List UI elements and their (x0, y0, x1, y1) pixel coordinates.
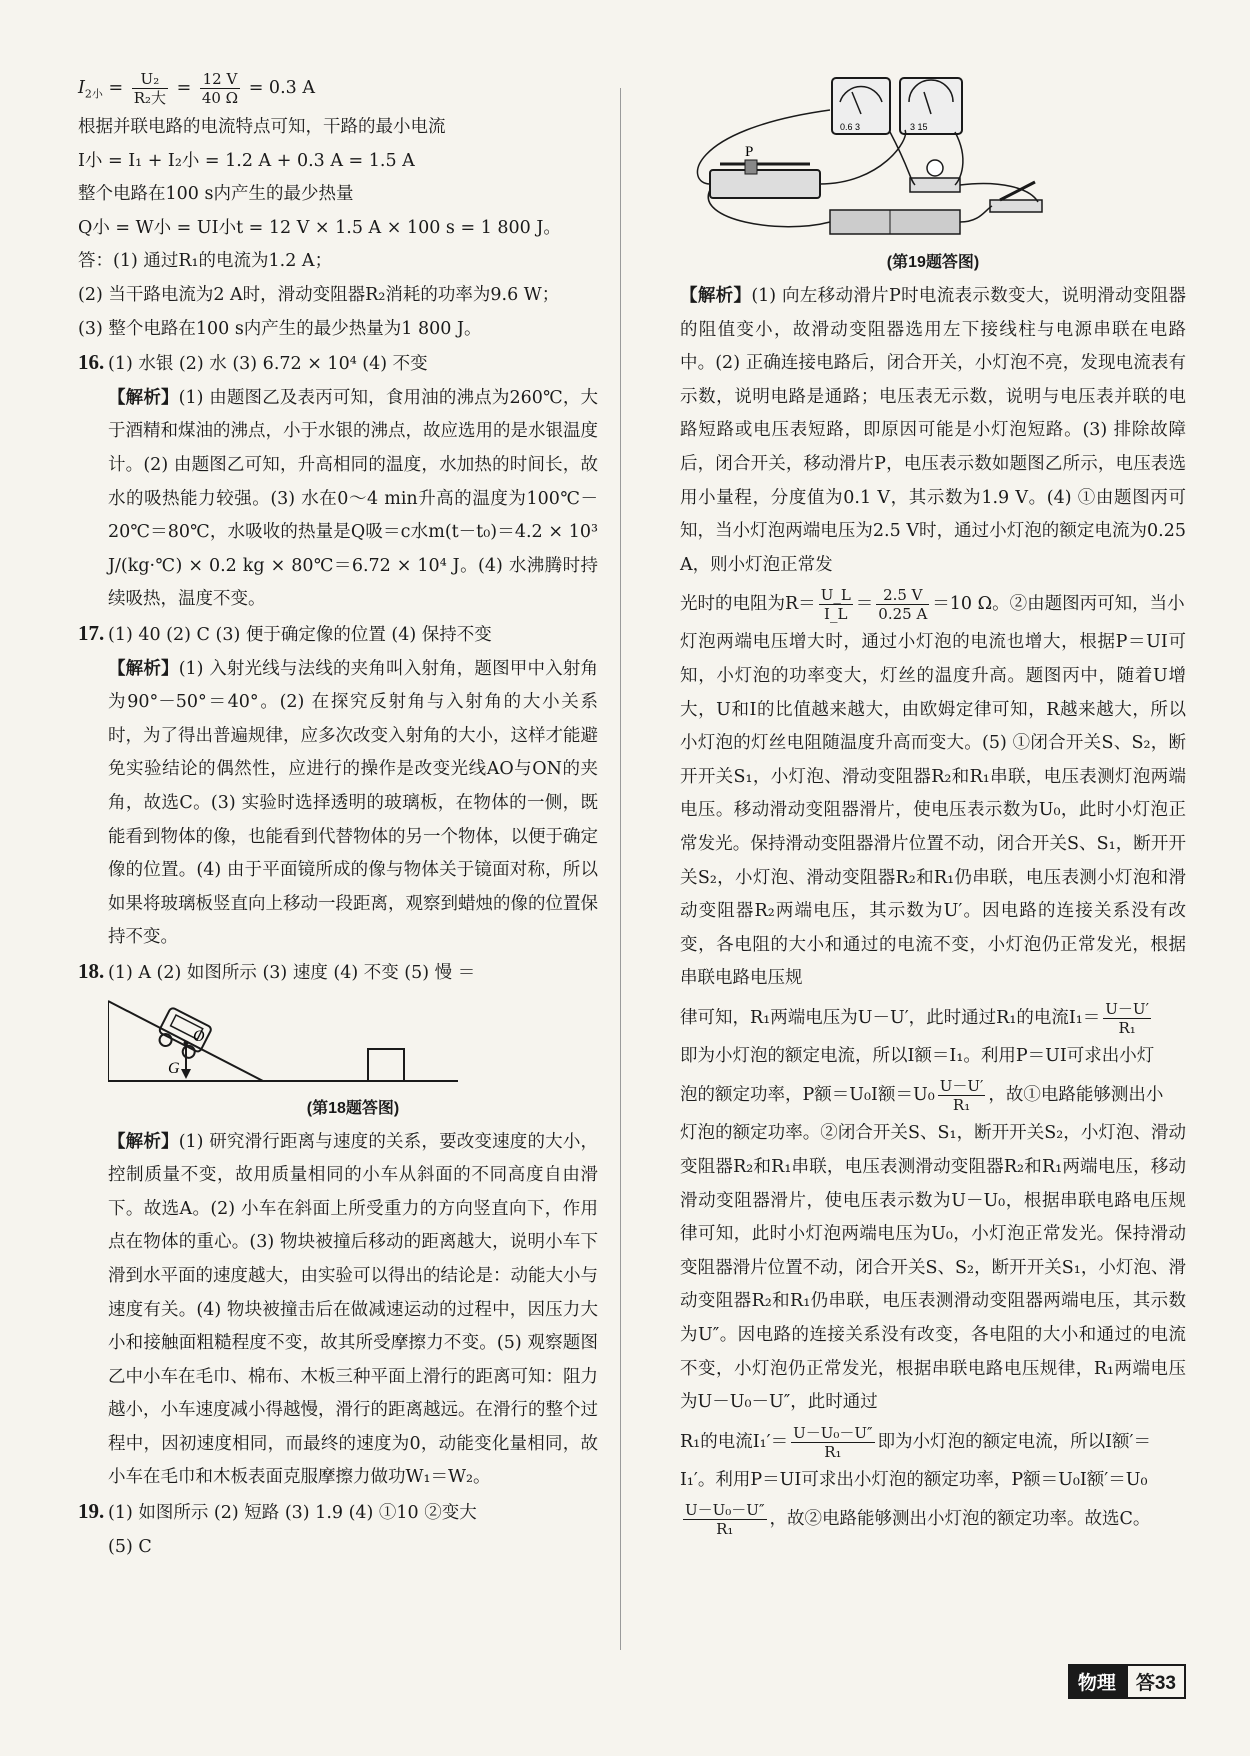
figure-caption: (第18题答图) (306, 1099, 400, 1117)
svg-text:O: O (193, 1027, 205, 1045)
question-18 (78, 955, 598, 1495)
page-footer (1068, 1664, 1186, 1699)
question-answer: (1) 40 (2) C (3) 便于确定像的位置 (4) 保持不变 (108, 625, 492, 645)
voltmeter-icon (900, 78, 962, 134)
answer-line: 答：(1) 通过R₁的电流为1.2 A； (78, 251, 333, 272)
power-formula-line-2: $\frac{\text{U－U₀－U″}}{\text{R₁}}$ ，故②电路能够测出小灯泡的额定功率。故选C。 (685, 1501, 1151, 1539)
question-number: 19. (78, 1499, 105, 1524)
resistance-formula-line: 光时的电阻为R＝ $\frac{U\_L}{I\_L}$ ＝ $\frac{2.5 V}{0.25 A}$ ＝10 Ω。②由题图丙可知，当小 (680, 586, 1185, 624)
fraction: $\frac{\text{U－U₀－U″}}{\text{R₁}}$ (685, 1501, 765, 1539)
fraction: $\frac{U\_L}{I\_L}$ (820, 586, 851, 624)
question-answer: (1) 水银 (2) 水 (3) 6.72 × 10⁴ (4) 不变 (108, 354, 428, 375)
fraction: $\frac{12 V}{40 \Omega}$ (201, 70, 239, 107)
current-formula-line: 律可知，R₁两端电压为U－U′，此时通过R₁的电流I₁＝ $\frac{U-U'}{\text{R₁}}$ (680, 999, 1149, 1037)
analysis-text: 灯泡的额定功率。②闭合开关S、S₁，断开开关S₂，小灯泡、滑动变阻器R₂和R₁串联，电压表测滑动变阻器R₂和R₁两端电压，移动滑动变阻器滑片，使电压表示数为U－U₀，根据串联电路电压规律可知，此时小灯泡两端电压为U₀，小灯泡正常发光。保持滑动变阻器滑片位置不动，闭合开关S、S₂，断开开关S₁，小灯泡、滑动变阻器R₂和R₁仍串联，电压表测滑动变阻器两端电压，其示数为U″。因电路的连接关系没有改变，各电阻的大小和通过的电流不变，小灯泡仍正常发光，根据串联电路电压规律，R₁两端电压为U－U₀－U″，此时通过 (680, 1123, 1186, 1413)
circuit-figure (680, 70, 1180, 245)
calc-line: 整个电路在100 s内产生的最少热量 (78, 184, 354, 205)
right-column (680, 70, 1186, 1541)
ammeter-icon (832, 78, 890, 134)
answer-line: (3) 整个电路在100 s内产生的最少热量为1 800 J。 (78, 318, 482, 339)
block-icon (368, 1049, 404, 1081)
question-answer: (1) 如图所示 (2) 短路 (3) 1.9 (4) ①10 ②变大 (108, 1503, 477, 1524)
analysis-tag: 【解析】 (108, 658, 179, 679)
figure-caption: (第19题答图) (886, 254, 980, 271)
calc-line: I小 = I₁ + I₂小 = 1.2 A + 0.3 A = 1.5 A (78, 150, 415, 171)
analysis-text: 即为小灯泡的额定电流，所以I额＝I₁。利用P＝UI可求出小灯 (680, 1045, 1155, 1066)
page-number: 答33 (1126, 1664, 1186, 1699)
subject-label: 物理 (1068, 1664, 1126, 1699)
question-answer: (5) C (108, 1536, 152, 1557)
left-column (78, 70, 598, 1564)
rheostat-icon (710, 144, 820, 198)
incline-cart-figure (108, 991, 528, 1091)
svg-text:0.6 3: 0.6 3 (840, 122, 861, 132)
analysis-tag: 【解析】 (108, 387, 179, 408)
question-17 (78, 617, 598, 955)
svg-text:G: G (168, 1059, 180, 1077)
question-answer: (1) A (2) 如图所示 (3) 速度 (4) 不变 (5) 慢 ＝ (108, 962, 476, 983)
question-number: 16. (78, 350, 105, 375)
bulb-icon (910, 160, 960, 192)
svg-text:3 15: 3 15 (910, 122, 928, 132)
calc-line: Q小 = W小 = UI小t = 12 V × 1.5 A × 100 s = 1 800 J。 (78, 217, 561, 238)
analysis-tag: 【解析】 (108, 1131, 179, 1152)
analysis-text: I₁′。利用P＝UI可求出小灯泡的额定功率，P额＝U₀I额′＝U₀ (680, 1469, 1148, 1490)
fraction: $\frac{U-U'}{\text{R₁}}$ (1105, 999, 1149, 1037)
fraction: $\frac{2.5 V}{0.25 A}$ (878, 586, 928, 624)
question-number: 17. (78, 621, 105, 645)
column-divider (620, 88, 621, 1650)
analysis-text: (1) 入射光线与法线的夹角叫入射角，题图甲中入射角为90°－50°＝40°。(2) 在探究反射角与入射角的大小关系时，为了得出普遍规律，应多次改变入射角的大小，这样才能避免实验结论的偶然性，应进行的操作是改变光线AO与ON的夹角，故选C。(3) 实验时选择透明的玻璃板，在物体的一侧，既能看到物体的像，也能看到代替物体的另一个物体，以便于确定像的位置。(4) 由于平面镜所成的像与物体关于镜面对称，所以如果将玻璃板竖直向上移动一段距离，观察到蜡烛的像的位置保持不变。 (108, 658, 598, 948)
force-arrow-icon (181, 1069, 191, 1079)
question-16 (78, 346, 598, 617)
analysis-text: 灯泡两端电压增大时，通过小灯泡的电流也增大，根据P＝UI可知，小灯泡的功率变大，灯丝的温度升高。题图丙中，随着U增大，U和I的比值越来越大，由欧姆定律可知，R越来越大，所以小灯泡的灯丝电阻随温度升高而变大。(5) ①闭合开关S、S₂，断开开关S₁，小灯泡、滑动变阻器R₂和R₁串联，电压表测灯泡两端电压。移动滑动变阻器滑片，使电压表示数为U₀，此时小灯泡正常发光。保持滑动变阻器滑片位置不动，闭合开关S、S₁，断开开关S₂，小灯泡、滑动变阻器R₂和R₁仍串联，电压表测小灯泡和滑动变阻器R₂两端电压，其示数为U′。因电路的连接关系没有改变，各电阻的大小和通过的电流不变，小灯泡仍正常发光，根据串联电路电压规 (680, 632, 1186, 989)
fraction: $\frac{U-U'}{\text{R₁}}$ (939, 1077, 984, 1115)
calc-i2-line: $I_{2小}$ = $\frac{\text{U₂}}{\text{R₂大}}$ = $\frac{12 V}{40 \Omega}$ = 0.3 A (78, 70, 315, 107)
analysis-text: (1) 研究滑行距离与速度的关系，要改变速度的大小，控制质量不变，故用质量相同的小车从斜面的不同高度自由滑下。故选A。(2) 小车在斜面上所受重力的方向竖直向下，作用点在物体的重心。(3) 物块被撞后移动的距离越大，说明小车下滑到水平面的速度越大，由实验可以得出的结论是：动能大小与速度有关。(4) 物块被撞击后在做减速运动的过程中，因压力大小和接触面粗糙程度不变，故其所受摩擦力不变。(5) 观察题图乙中小车在毛巾、棉布、木板三种平面上滑行的距离可知：阻力越小，小车速度减小得越慢，滑行的距离越远。在滑行的整个过程中，因初速度相同，而最终的速度为0，动能变化量相同，故小车在毛巾和木板表面克服摩擦力做功W₁＝W₂。 (108, 1131, 598, 1488)
analysis-text: (1) 向左移动滑片P时电流表示数变大，说明滑动变阻器的阻值变小，故滑动变阻器选用左下接线柱与电源串联在电路中。(2) 正确连接电路后，闭合开关，小灯泡不亮，发现电流表有示数，说明电路是通路；电压表无示数，说明与电压表并联的电路短路或电压表短路，即原因可能是小灯泡短路。(3) 排除故障后，闭合开关，移动滑片P，电压表示数如题图乙所示，电压表选用小量程，分度值为0.1 V，其示数为1.9 V。(4) ①由题图丙可知，当小灯泡两端电压为2.5 V时，通过小灯泡的额定电流为0.25 A，则小灯泡正常发 (680, 286, 1187, 575)
answer-line: (2) 当干路电流为2 A时，滑动变阻器R₂消耗的功率为9.6 W； (78, 285, 560, 306)
power-formula-line: 泡的额定功率，P额＝U₀I额＝U₀ $\frac{U-U'}{\text{R₁}}$ ，故①电路能够测出小 (680, 1077, 1164, 1115)
fraction: $\frac{\text{U－U₀－U″}}{\text{R₁}}$ (793, 1423, 873, 1461)
fraction: $\frac{\text{U₂}}{\text{R₂大}}$ (133, 70, 167, 107)
analysis-text: (1) 由题图乙及表丙可知，食用油的沸点为260℃，大于酒精和煤油的沸点，小于水银的沸点，故应选用的是水银温度计。(2) 由题图乙可知，升高相同的温度，水加热的时间长，故水的吸热能力较强。(3) 水在0～4 min升高的温度为100℃－20℃＝80℃，水吸收的热量是Q吸＝c水m(t－t₀)＝4.2 × 10³ J/(kg·℃) × 0.2 kg × 80℃＝6.72 × 10⁴ J。(4) 水沸腾时持续吸热，温度不变。 (108, 387, 598, 610)
analysis-tag: 【解析】 (680, 286, 752, 306)
battery-icon (830, 210, 960, 234)
current-formula-line-2: R₁的电流I₁′＝ $\frac{\text{U－U₀－U″}}{\text{R₁}}$ 即为小灯泡的额定电流，所以I额′＝ (680, 1423, 1152, 1461)
svg-text:P: P (745, 144, 754, 160)
question-number: 18. (78, 958, 105, 983)
calc-line: 根据并联电路的电流特点可知，干路的最小电流 (78, 117, 446, 138)
question-19 (78, 1495, 598, 1564)
